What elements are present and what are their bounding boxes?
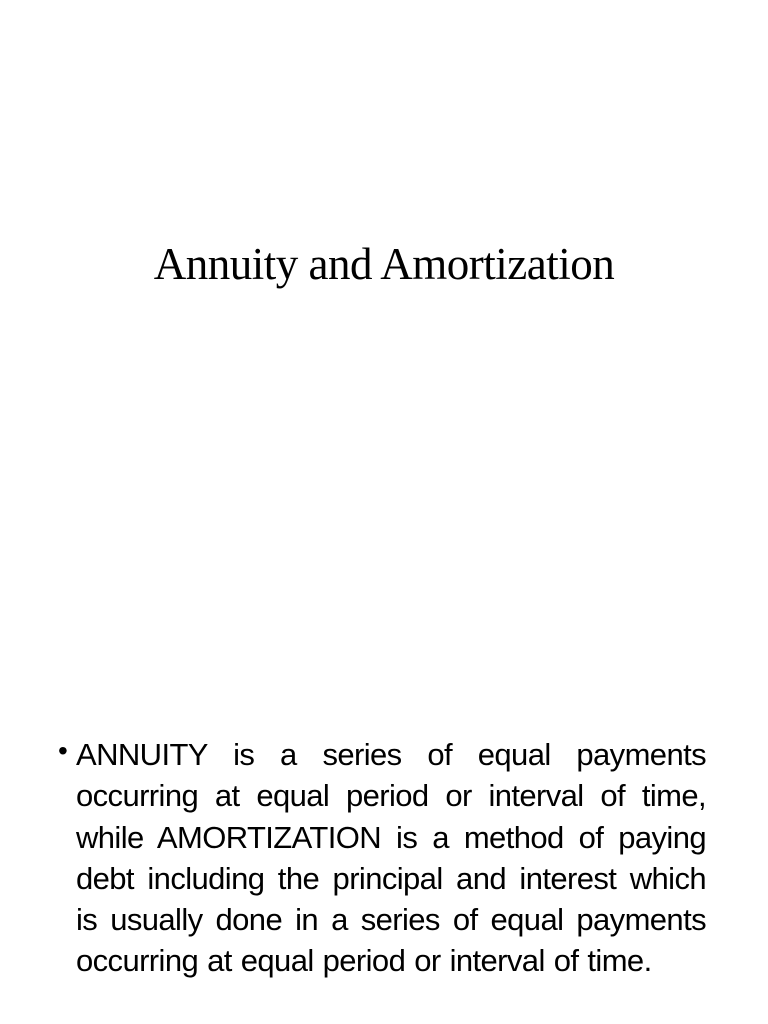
bullet-paragraph — [58, 734, 706, 982]
bullet-text: ANNUITY is a series of equal payments occurring at equal period or interval of time, while AMORTIZATION is a method of paying debt including the principal and interest which is usually done in a series of equal payments occurring at equal period or interval of time. — [76, 737, 706, 979]
bullet-marker: • — [58, 735, 68, 766]
slide-title: Annuity and Amortization — [153, 239, 615, 289]
